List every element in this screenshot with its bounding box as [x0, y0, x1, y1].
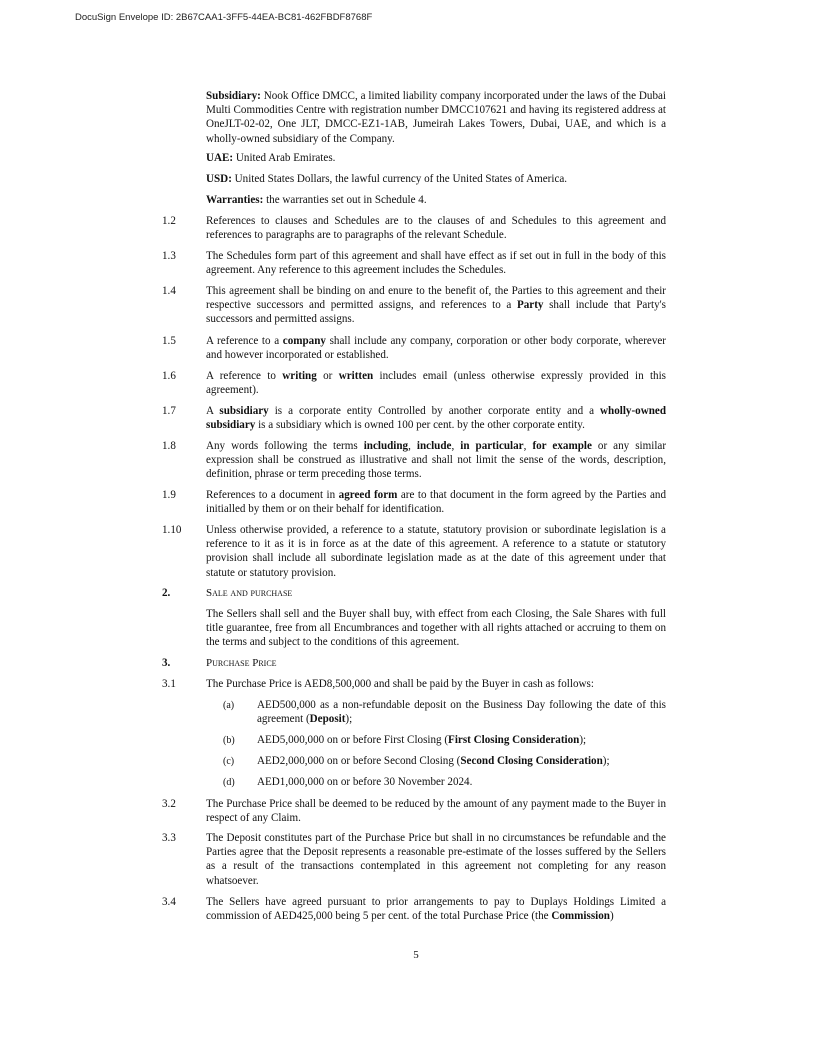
clause-3-3: The Deposit constitutes part of the Purchase Price but shall in no circumstances be refundable and the Parties agree that the Deposit represents a reasonable pre-estimate of the losses suffered by the Sellers as a result of the transactions contemplated in this agreement not completing for any reason whatsoever.: [206, 832, 666, 887]
clause-1-8: Any words following the terms including, include, in particular, for example or any similar expression shall be construed as illustrative and shall not limit the sense of the words, description, definition, phrase or term preceding those terms.: [206, 440, 667, 481]
clause-number: 1.6: [162, 370, 176, 382]
clause-3-2: The Purchase Price shall be deemed to be reduced by the amount of any payment made to the Buyer in respect of any Claim.: [206, 798, 666, 825]
clause-number: 3.2: [162, 798, 176, 810]
subclause-label: (c): [223, 756, 235, 767]
clause-1-10: Unless otherwise provided, a reference to a statute, statutory provision or subordinate legislation is a reference to it as it is in force as at the date of this agreement. A reference to a statute or statutory provision shall include all subordinate legislation made as at the date of this agreement under that statute or statutory provision.: [206, 524, 666, 579]
clause-3-4: The Sellers have agreed pursuant to prior arrangements to pay to Duplays Holdings Limited a commission of AED425,000 being 5 per cent. of the total Purchase Price (the Commission): [206, 896, 666, 923]
subclause-c: AED2,000,000 on or before Second Closing (Second Closing Consideration);: [257, 755, 610, 767]
subclause-b: AED5,000,000 on or before First Closing (First Closing Consideration);: [257, 734, 587, 746]
clause-number: 1.10: [162, 524, 182, 536]
section-3-heading: Purchase Price: [206, 657, 277, 669]
section-number: 2.: [162, 587, 171, 599]
subclause-label: (b): [223, 735, 235, 746]
clause-1-6: A reference to writing or written includes email (unless otherwise expressly provided in this agreement).: [206, 370, 666, 397]
definition-uae: UAE: United Arab Emirates.: [206, 152, 336, 164]
subclause-a: AED500,000 as a non-refundable deposit on the Business Day following the date of this agreement (Deposit);: [257, 699, 666, 726]
clause-number: 1.4: [162, 285, 176, 297]
clause-number: 3.1: [162, 678, 176, 690]
clause-number: 1.9: [162, 489, 176, 501]
clause-3-1: The Purchase Price is AED8,500,000 and shall be paid by the Buyer in cash as follows:: [206, 678, 594, 690]
definition-subsidiary: Subsidiary: Nook Office DMCC, a limited liability company incorporated under the laws of the Dubai Multi Commodities Centre with registration number DMCC107621 and having its registered address at OneJLT-02-02, One JLT, DMCC-EZ1-1AB, Jumeirah Lakes Towers, Dubai, UAE, and which is a wholly-owned subsidiary of the Company.: [206, 90, 666, 145]
section-number: 3.: [162, 657, 171, 669]
clause-number: 1.8: [162, 440, 176, 452]
clause-1-5: A reference to a company shall include any company, corporation or other body corporate, wherever and however incorporated or established.: [206, 335, 666, 362]
clause-number: 3.3: [162, 832, 176, 844]
clause-number: 3.4: [162, 896, 176, 908]
subclause-label: (a): [223, 700, 235, 711]
clause-number: 1.3: [162, 250, 176, 262]
subclause-d: AED1,000,000 on or before 30 November 2024.: [257, 776, 473, 788]
clause-number: 1.7: [162, 405, 176, 417]
docusign-envelope-id: DocuSign Envelope ID: 2B67CAA1-3FF5-44EA-BC81-462FBDF8768F: [75, 12, 373, 23]
clause-number: 1.5: [162, 335, 176, 347]
subclause-label: (d): [223, 777, 235, 788]
clause-1-2: References to clauses and Schedules are to the clauses of and Schedules to this agreement and references to paragraphs are to paragraphs of the relevant Schedule.: [206, 215, 666, 242]
clause-1-9: References to a document in agreed form are to that document in the form agreed by the Parties and initialled by them or on their behalf for identification.: [206, 489, 666, 516]
definition-usd: USD: United States Dollars, the lawful currency of the United States of America.: [206, 173, 568, 185]
clause-1-7: A subsidiary is a corporate entity Controlled by another corporate entity and a wholly-owned subsidiary is a subsidiary which is owned 100 per cent. by the other corporate entity.: [206, 405, 666, 432]
section-2-heading: Sale and purchase: [206, 587, 293, 599]
section-2-text: The Sellers shall sell and the Buyer shall buy, with effect from each Closing, the Sale Shares with full title guarantee, free from all Encumbrances and together with all rights attached or accruing to them on the terms and subject to the conditions of this agreement.: [206, 608, 666, 649]
page-number: 5: [413, 949, 419, 961]
clause-1-4: This agreement shall be binding on and enure to the benefit of, the Parties to this agreement and their respective successors and permitted assigns, and references to a Party shall include that Party's successors and permitted assigns.: [206, 285, 666, 326]
clause-number: 1.2: [162, 215, 176, 227]
clause-1-3: The Schedules form part of this agreement and shall have effect as if set out in full in the body of this agreement. Any reference to this agreement includes the Schedules.: [206, 250, 666, 277]
definition-warranties: Warranties: the warranties set out in Schedule 4.: [206, 194, 427, 206]
